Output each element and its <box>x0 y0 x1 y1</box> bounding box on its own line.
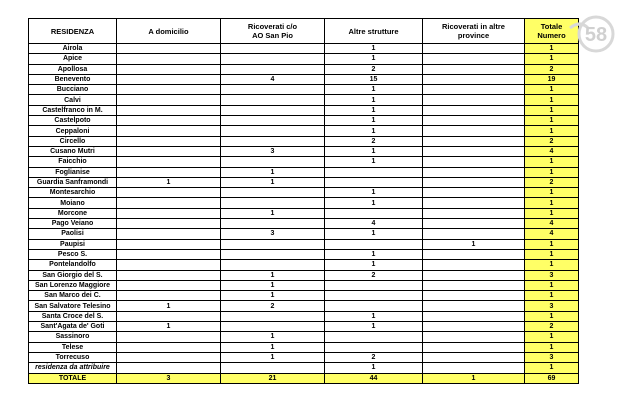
logo-text: 58 <box>584 24 608 46</box>
cell-totale: 1 <box>525 260 579 270</box>
cell-residenza: Circello <box>29 136 117 146</box>
cell-altre-strutture <box>325 332 423 342</box>
cell-altre-province <box>423 44 525 54</box>
cell-residenza: Montesarchio <box>29 188 117 198</box>
cell-altre-province <box>423 188 525 198</box>
table-row <box>29 249 579 259</box>
cell-residenza: Ceppaloni <box>29 126 117 136</box>
table-row <box>29 198 579 208</box>
cell-ricoverati: 1 <box>221 352 325 362</box>
cell-domicilio <box>117 54 221 64</box>
table-row <box>29 188 579 198</box>
table-row <box>29 311 579 321</box>
cell-altre-province <box>423 260 525 270</box>
cell-altre-province <box>423 85 525 95</box>
cell-residenza: Cusano Mutri <box>29 146 117 156</box>
header-altre-province-line2: province <box>457 31 490 40</box>
cell-altre-strutture: 1 <box>325 157 423 167</box>
cell-altre-strutture: 2 <box>325 352 423 362</box>
cell-altre-province <box>423 136 525 146</box>
cell-altre-strutture <box>325 280 423 290</box>
cell-ricoverati <box>221 85 325 95</box>
cell-residenza: Telese <box>29 342 117 352</box>
cell-residenza: residenza da attribuire <box>29 363 117 373</box>
cell-totale: 3 <box>525 301 579 311</box>
cell-ricoverati <box>221 116 325 126</box>
cell-altre-province <box>423 311 525 321</box>
table-row <box>29 301 579 311</box>
cell-altre-strutture: 1 <box>325 95 423 105</box>
cell-residenza: Bucciano <box>29 85 117 95</box>
cell-domicilio <box>117 229 221 239</box>
cell-domicilio <box>117 342 221 352</box>
cell-altre-province <box>423 280 525 290</box>
cell-totale: 69 <box>525 373 579 383</box>
cell-altre-strutture: 1 <box>325 126 423 136</box>
table-row <box>29 342 579 352</box>
cell-altre-strutture: 1 <box>325 322 423 332</box>
cell-altre-strutture <box>325 208 423 218</box>
cell-altre-province <box>423 105 525 115</box>
cell-totale: 1 <box>525 157 579 167</box>
cell-totale: 1 <box>525 54 579 64</box>
cell-totale: 2 <box>525 136 579 146</box>
cell-residenza: Moiano <box>29 198 117 208</box>
cell-residenza: Apice <box>29 54 117 64</box>
cell-altre-strutture: 1 <box>325 105 423 115</box>
cell-residenza: Sassinoro <box>29 332 117 342</box>
cell-residenza: Airola <box>29 44 117 54</box>
table-row <box>29 85 579 95</box>
cell-totale: 1 <box>525 311 579 321</box>
cell-altre-province <box>423 74 525 84</box>
cell-domicilio <box>117 363 221 373</box>
table-row <box>29 74 579 84</box>
table-row <box>29 363 579 373</box>
cell-residenza: Santa Croce del S. <box>29 311 117 321</box>
cell-totale: 1 <box>525 342 579 352</box>
cell-altre-strutture: 1 <box>325 363 423 373</box>
table-row <box>29 260 579 270</box>
header-altre-province-line1: Ricoverati in altre <box>442 22 505 31</box>
cell-ricoverati <box>221 363 325 373</box>
header-altre-province <box>423 19 525 44</box>
cell-altre-strutture: 1 <box>325 311 423 321</box>
cell-ricoverati: 2 <box>221 301 325 311</box>
cell-domicilio <box>117 219 221 229</box>
cell-altre-province <box>423 270 525 280</box>
cell-domicilio <box>117 249 221 259</box>
cell-altre-strutture: 1 <box>325 260 423 270</box>
cell-altre-province <box>423 332 525 342</box>
cell-totale: 1 <box>525 188 579 198</box>
cell-altre-strutture: 4 <box>325 219 423 229</box>
cell-totale: 1 <box>525 239 579 249</box>
cell-domicilio <box>117 44 221 54</box>
cell-altre-province <box>423 146 525 156</box>
cell-altre-province <box>423 301 525 311</box>
cell-altre-strutture: 1 <box>325 54 423 64</box>
cell-totale: 1 <box>525 85 579 95</box>
cell-totale: 1 <box>525 291 579 301</box>
cell-altre-province <box>423 352 525 362</box>
cell-altre-strutture: 2 <box>325 136 423 146</box>
table-row <box>29 167 579 177</box>
cell-totale: 1 <box>525 208 579 218</box>
cell-altre-strutture: 1 <box>325 188 423 198</box>
cell-domicilio <box>117 291 221 301</box>
cell-totale: 1 <box>525 126 579 136</box>
cell-domicilio <box>117 198 221 208</box>
cell-altre-strutture <box>325 177 423 187</box>
cell-domicilio <box>117 105 221 115</box>
cell-domicilio: 1 <box>117 301 221 311</box>
header-ricoverati-line1: Ricoverati c/o <box>247 22 298 31</box>
cell-totale: 3 <box>525 352 579 362</box>
cell-residenza: Benevento <box>29 74 117 84</box>
cell-totale: 1 <box>525 249 579 259</box>
cell-altre-strutture <box>325 291 423 301</box>
cell-totale: 1 <box>525 116 579 126</box>
cell-altre-province <box>423 64 525 74</box>
cell-residenza: San Marco dei C. <box>29 291 117 301</box>
cell-residenza: Pago Veiano <box>29 219 117 229</box>
cell-residenza: San Lorenzo Maggiore <box>29 280 117 290</box>
cell-altre-province <box>423 198 525 208</box>
cell-altre-province <box>423 167 525 177</box>
cell-domicilio <box>117 85 221 95</box>
cell-altre-strutture <box>325 239 423 249</box>
cell-ricoverati: 1 <box>221 342 325 352</box>
cell-ricoverati: 1 <box>221 291 325 301</box>
cell-residenza: Pontelandolfo <box>29 260 117 270</box>
cell-domicilio <box>117 208 221 218</box>
cell-ricoverati: 4 <box>221 74 325 84</box>
cell-totale: 4 <box>525 229 579 239</box>
cell-altre-strutture: 1 <box>325 116 423 126</box>
cell-domicilio: 1 <box>117 177 221 187</box>
cell-residenza: Paupisi <box>29 239 117 249</box>
cell-ricoverati <box>221 188 325 198</box>
cell-residenza: Calvi <box>29 95 117 105</box>
cell-domicilio: 3 <box>117 373 221 383</box>
table-row <box>29 146 579 156</box>
cell-totale: 1 <box>525 363 579 373</box>
cell-domicilio <box>117 126 221 136</box>
cell-totale: 1 <box>525 44 579 54</box>
cell-ricoverati <box>221 219 325 229</box>
table-row <box>29 116 579 126</box>
cell-ricoverati <box>221 157 325 167</box>
table-row <box>29 291 579 301</box>
table-body <box>29 44 579 384</box>
cell-altre-strutture <box>325 342 423 352</box>
cell-altre-province <box>423 116 525 126</box>
cell-ricoverati: 1 <box>221 332 325 342</box>
cell-domicilio <box>117 64 221 74</box>
header-domicilio: A domicilio <box>117 19 221 44</box>
cell-ricoverati <box>221 95 325 105</box>
header-totale-line1: Totale <box>540 22 563 31</box>
cell-domicilio <box>117 136 221 146</box>
table-row <box>29 322 579 332</box>
cell-ricoverati <box>221 198 325 208</box>
cell-totale: 2 <box>525 322 579 332</box>
header-ricoverati <box>221 19 325 44</box>
table-row <box>29 157 579 167</box>
cell-ricoverati: 1 <box>221 270 325 280</box>
cell-altre-province <box>423 177 525 187</box>
cell-totale: 4 <box>525 146 579 156</box>
cell-altre-province <box>423 126 525 136</box>
cell-ricoverati: 1 <box>221 177 325 187</box>
cell-residenza: San Giorgio del S. <box>29 270 117 280</box>
cell-domicilio <box>117 146 221 156</box>
cell-domicilio <box>117 74 221 84</box>
cell-domicilio <box>117 260 221 270</box>
cell-domicilio <box>117 188 221 198</box>
table-row <box>29 219 579 229</box>
totals-row <box>29 373 579 383</box>
table-row <box>29 44 579 54</box>
cell-altre-province: 1 <box>423 373 525 383</box>
cell-altre-province <box>423 219 525 229</box>
table-row <box>29 352 579 362</box>
cell-residenza: Pesco S. <box>29 249 117 259</box>
table-row <box>29 64 579 74</box>
header-residenza: RESIDENZA <box>29 19 117 44</box>
cell-ricoverati <box>221 136 325 146</box>
cell-altre-strutture: 1 <box>325 249 423 259</box>
cell-ricoverati <box>221 105 325 115</box>
cell-altre-strutture <box>325 301 423 311</box>
cell-altre-province <box>423 95 525 105</box>
header-ricoverati-line2: AO San Pio <box>252 31 293 40</box>
cell-ricoverati <box>221 44 325 54</box>
cell-altre-strutture: 15 <box>325 74 423 84</box>
cell-residenza: Paolisi <box>29 229 117 239</box>
table-row <box>29 332 579 342</box>
cell-totale: 1 <box>525 167 579 177</box>
cell-residenza: Torrecuso <box>29 352 117 362</box>
cell-ricoverati <box>221 260 325 270</box>
header-altre-strutture: Altre strutture <box>325 19 423 44</box>
cell-altre-strutture: 1 <box>325 198 423 208</box>
cell-altre-province: 1 <box>423 239 525 249</box>
cell-altre-province <box>423 363 525 373</box>
cell-domicilio: 1 <box>117 322 221 332</box>
cell-domicilio <box>117 352 221 362</box>
cell-residenza: Castelpoto <box>29 116 117 126</box>
cell-ricoverati <box>221 64 325 74</box>
cell-ricoverati <box>221 249 325 259</box>
cell-residenza: Morcone <box>29 208 117 218</box>
cell-altre-strutture: 1 <box>325 44 423 54</box>
cell-altre-province <box>423 54 525 64</box>
cell-totale: 1 <box>525 198 579 208</box>
table-row <box>29 136 579 146</box>
cell-ricoverati <box>221 311 325 321</box>
cell-ricoverati <box>221 54 325 64</box>
cell-domicilio <box>117 167 221 177</box>
cell-altre-province <box>423 249 525 259</box>
cell-altre-province <box>423 342 525 352</box>
cell-domicilio <box>117 95 221 105</box>
cell-totale: 1 <box>525 280 579 290</box>
cell-altre-strutture: 2 <box>325 64 423 74</box>
cell-altre-province <box>423 291 525 301</box>
cell-domicilio <box>117 280 221 290</box>
cell-altre-province <box>423 322 525 332</box>
cell-altre-strutture: 2 <box>325 270 423 280</box>
cell-ricoverati: 1 <box>221 208 325 218</box>
cell-totale: 2 <box>525 64 579 74</box>
table-row <box>29 270 579 280</box>
table-row <box>29 105 579 115</box>
watermark-logo <box>566 14 618 54</box>
table-row <box>29 208 579 218</box>
cell-ricoverati: 1 <box>221 167 325 177</box>
cell-residenza: Guardia Sanframondi <box>29 177 117 187</box>
cell-altre-strutture: 44 <box>325 373 423 383</box>
cell-totale: 19 <box>525 74 579 84</box>
cell-residenza: Faicchio <box>29 157 117 167</box>
cell-ricoverati: 3 <box>221 146 325 156</box>
cell-ricoverati: 1 <box>221 280 325 290</box>
table-row <box>29 95 579 105</box>
cell-altre-strutture: 1 <box>325 229 423 239</box>
cell-altre-province <box>423 208 525 218</box>
cell-residenza: Sant'Agata de' Goti <box>29 322 117 332</box>
cell-altre-strutture <box>325 167 423 177</box>
cell-ricoverati <box>221 126 325 136</box>
cell-domicilio <box>117 157 221 167</box>
cell-domicilio <box>117 116 221 126</box>
cell-altre-strutture: 1 <box>325 85 423 95</box>
cell-ricoverati: 3 <box>221 229 325 239</box>
table-row <box>29 54 579 64</box>
cases-table <box>28 18 579 384</box>
cell-totale: 4 <box>525 219 579 229</box>
table-row <box>29 280 579 290</box>
cell-totale: 3 <box>525 270 579 280</box>
cell-domicilio <box>117 239 221 249</box>
cell-totale: 2 <box>525 177 579 187</box>
cell-ricoverati <box>221 239 325 249</box>
cell-residenza: Apollosa <box>29 64 117 74</box>
table-row <box>29 126 579 136</box>
cell-residenza: TOTALE <box>29 373 117 383</box>
header-totale-line2: Numero <box>537 31 566 40</box>
cell-residenza: San Salvatore Telesino <box>29 301 117 311</box>
table-row <box>29 229 579 239</box>
cell-totale: 1 <box>525 332 579 342</box>
cell-domicilio <box>117 270 221 280</box>
cell-domicilio <box>117 311 221 321</box>
header-row <box>29 19 579 44</box>
cell-residenza: Castelfranco in M. <box>29 105 117 115</box>
cell-domicilio <box>117 332 221 342</box>
table-row <box>29 177 579 187</box>
cell-altre-province <box>423 157 525 167</box>
cell-totale: 1 <box>525 95 579 105</box>
cell-ricoverati: 21 <box>221 373 325 383</box>
cell-altre-strutture: 1 <box>325 146 423 156</box>
cell-altre-province <box>423 229 525 239</box>
table-row <box>29 239 579 249</box>
cell-totale: 1 <box>525 105 579 115</box>
cell-ricoverati <box>221 322 325 332</box>
cell-residenza: Foglianise <box>29 167 117 177</box>
